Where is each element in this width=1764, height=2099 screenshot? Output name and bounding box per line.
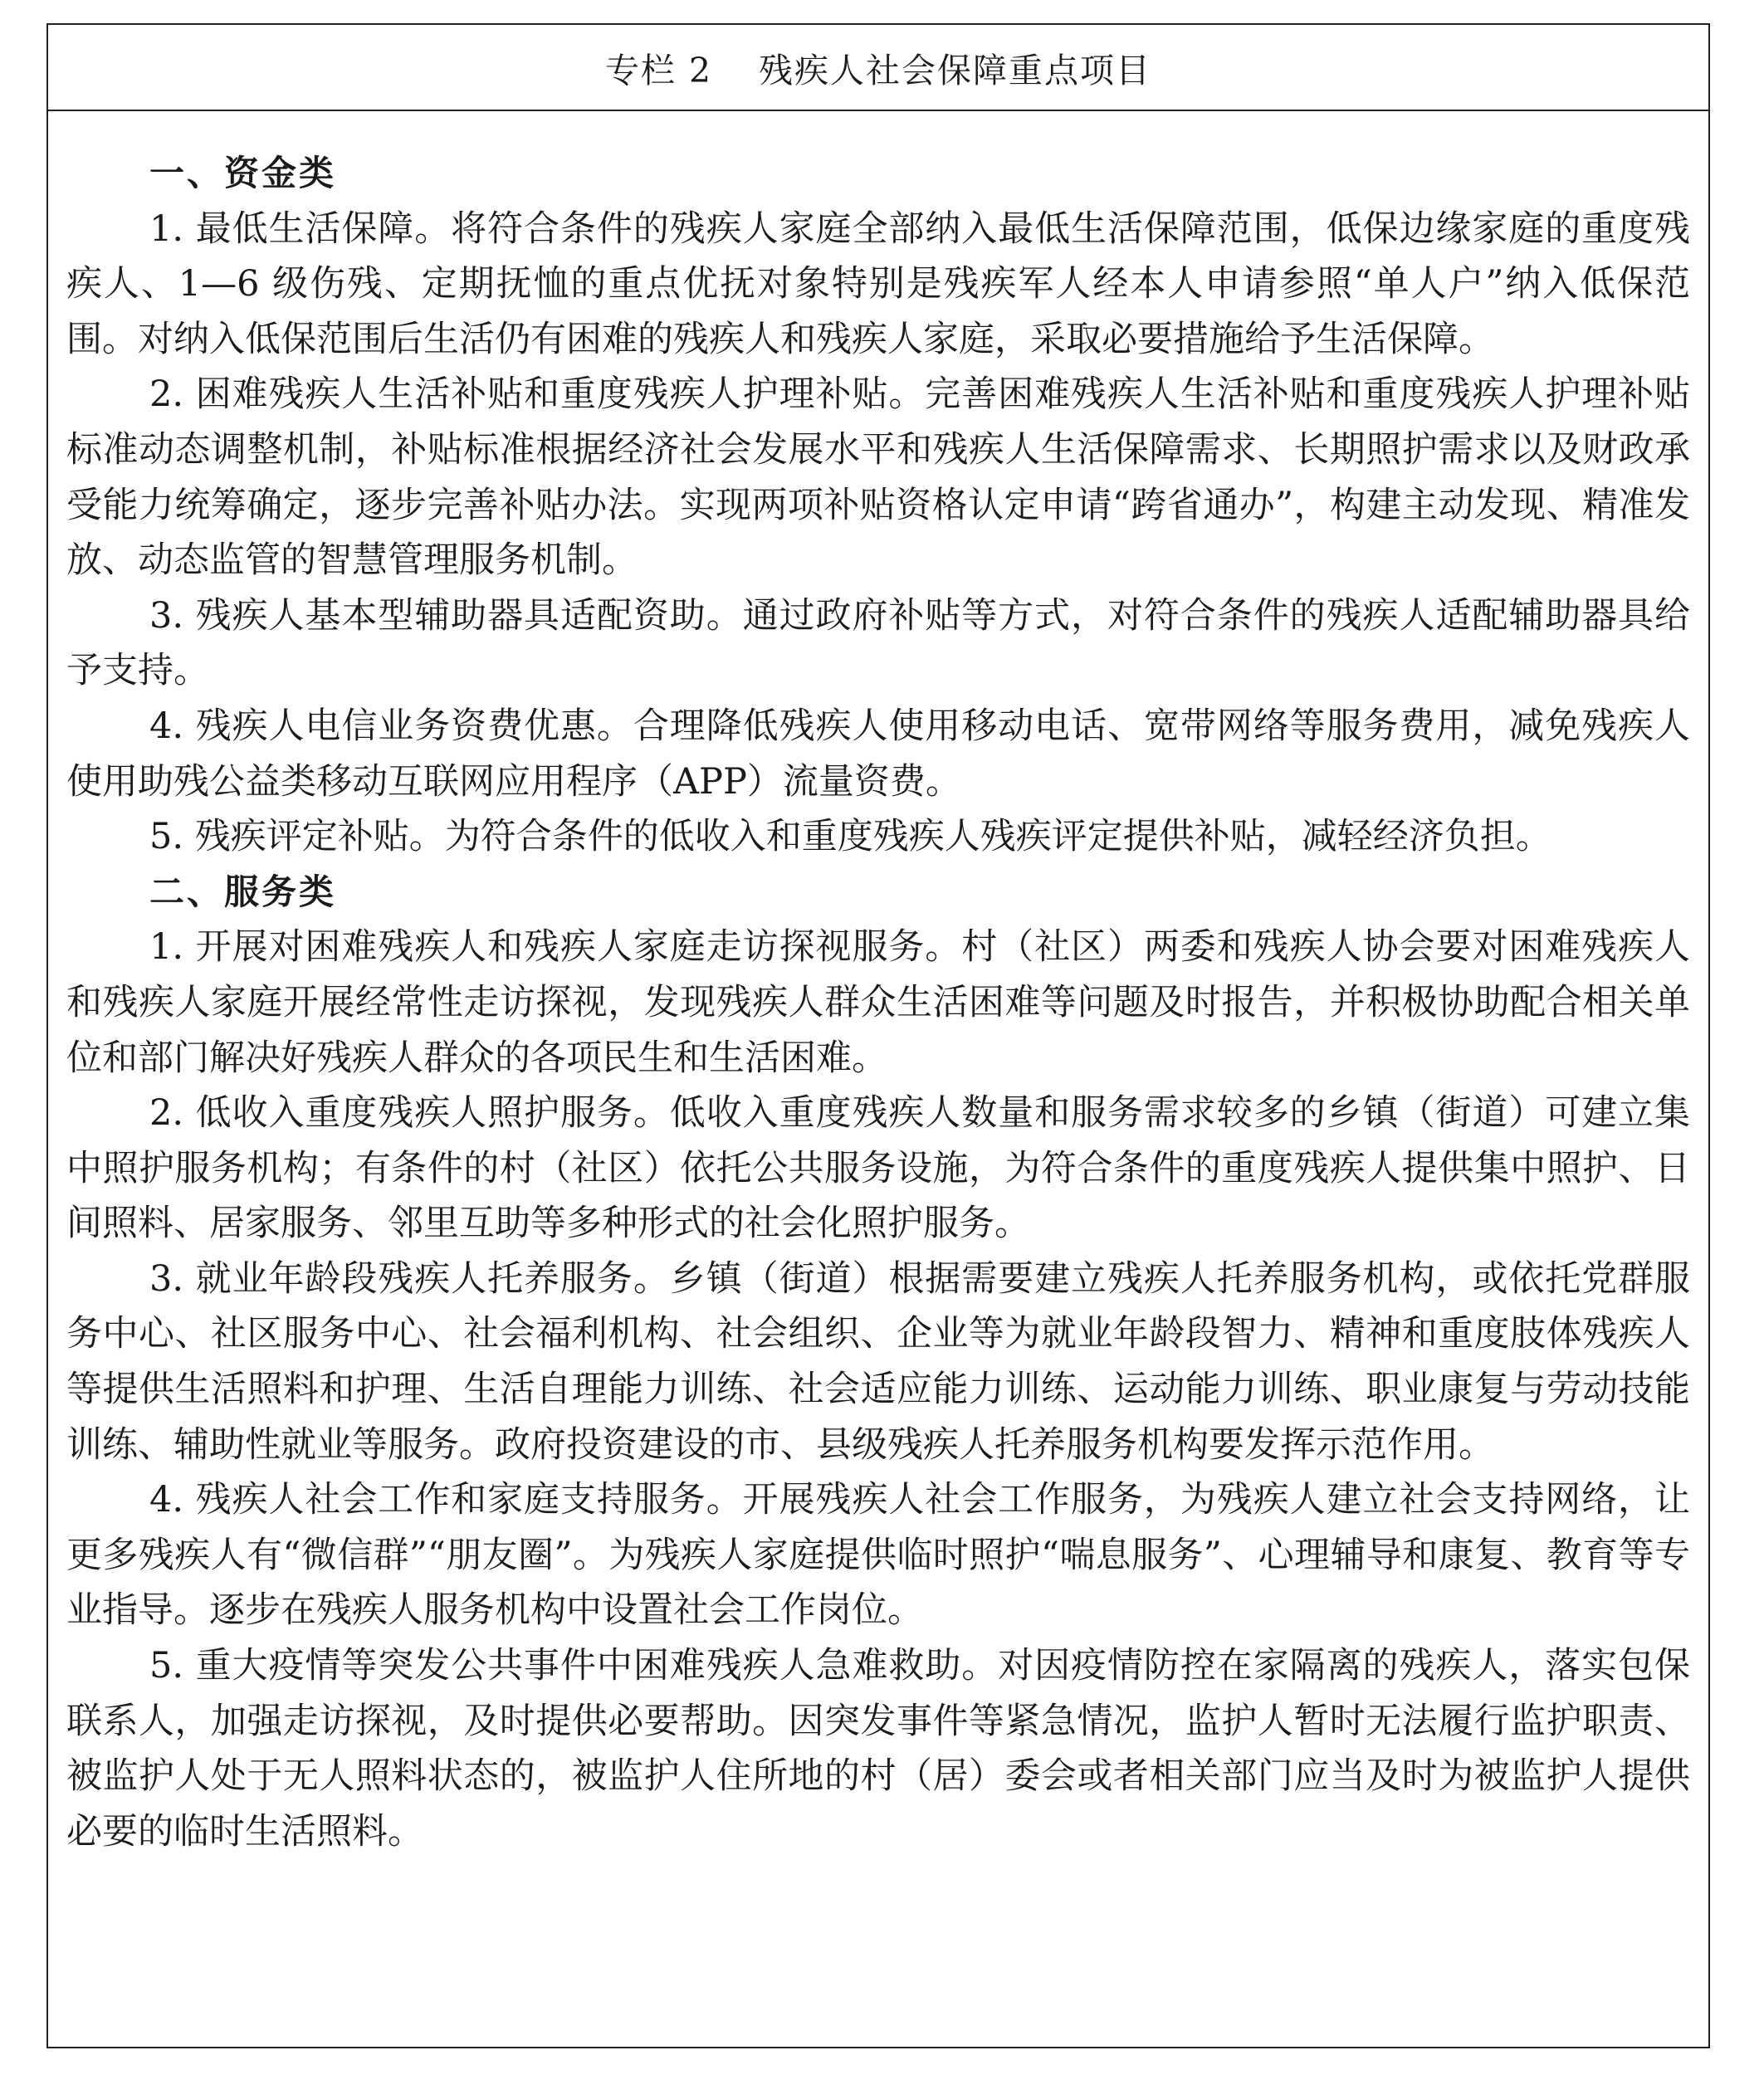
service-item-4: 4. 残疾人社会工作和家庭支持服务。开展残疾人社会工作服务，为残疾人建立社会支持网络，让更多残疾人有“微信群”“朋友圈”。为残疾人家庭提供临时照护“喘息服务”、心理辅导和康复、教育等专业指导。逐步在残疾人服务机构中设置社会工作岗位。: [66, 1479, 1690, 1632]
column-body: [48, 111, 1708, 1859]
funding-item-5: 5. 残疾评定补贴。为符合条件的低收入和重度残疾人残疾评定提供补贴，减轻经济负担。: [149, 816, 1551, 858]
column-label: 专栏 2: [604, 50, 713, 90]
funding-item-4: 4. 残疾人电信业务资费优惠。合理降低残疾人使用移动电话、宽带网络等服务费用，减免残疾人使用助残公益类移动互联网应用程序（APP）流量资费。: [66, 705, 1690, 803]
column-header: [48, 25, 1708, 111]
service-item-1: 1. 开展对困难残疾人和残疾人家庭走访探视服务。村（社区）两委和残疾人协会要对困难残疾人和残疾人家庭开展经常性走访探视，发现残疾人群众生活困难等问题及时报告，并积极协助配合相关单位和部门解决好残疾人群众的各项民生和生活困难。: [66, 926, 1690, 1079]
service-item-2: 2. 低收入重度残疾人照护服务。低收入重度残疾人数量和服务需求较多的乡镇（街道）可建立集中照护服务机构；有条件的村（社区）依托公共服务设施，为符合条件的重度残疾人提供集中照护、日间照料、居家服务、邻里互助等多种形式的社会化照护服务。: [66, 1092, 1690, 1245]
section-heading-funding: 一、资金类: [149, 153, 337, 193]
section-heading-services: 二、服务类: [149, 871, 337, 912]
column-title: 残疾人社会保障重点项目: [759, 50, 1152, 90]
funding-item-1: 1. 最低生活保障。将符合条件的残疾人家庭全部纳入最低生活保障范围，低保边缘家庭的重度残疾人、1—6 级伤残、定期抚恤的重点优抚对象特别是残疾军人经本人申请参照“单人户”纳入低保范围。对纳入低保范围后生活仍有困难的残疾人和残疾人家庭，采取必要措施给予生活保障。: [66, 207, 1690, 360]
service-item-5: 5. 重大疫情等突发公共事件中困难残疾人急难救助。对因疫情防控在家隔离的残疾人，落实包保联系人，加强走访探视，及时提供必要帮助。因突发事件等紧急情况，监护人暂时无法履行监护职责、被监护人处于无人照料状态的，被监护人住所地的村（居）委会或者相关部门应当及时为被监护人提供必要的临时生活照料。: [66, 1645, 1690, 1852]
service-item-3: 3. 就业年龄段残疾人托养服务。乡镇（街道）根据需要建立残疾人托养服务机构，或依托党群服务中心、社区服务中心、社会福利机构、社会组织、企业等为就业年龄段智力、精神和重度肢体残疾人等提供生活照料和护理、生活自理能力训练、社会适应能力训练、运动能力训练、职业康复与劳动技能训练、辅助性就业等服务。政府投资建设的市、县级残疾人托养服务机构要发挥示范作用。: [66, 1257, 1690, 1466]
column-box: [46, 23, 1710, 2048]
funding-item-2: 2. 困难残疾人生活补贴和重度残疾人护理补贴。完善困难残疾人生活补贴和重度残疾人护理补贴标准动态调整机制，补贴标准根据经济社会发展水平和残疾人生活保障需求、长期照护需求以及财政承受能力统筹确定，逐步完善补贴办法。实现两项补贴资格认定申请“跨省通办”，构建主动发现、精准发放、动态监管的智慧管理服务机制。: [66, 373, 1690, 582]
funding-item-3: 3. 残疾人基本型辅助器具适配资助。通过政府补贴等方式，对符合条件的残疾人适配辅助器具给予支持。: [66, 594, 1690, 692]
